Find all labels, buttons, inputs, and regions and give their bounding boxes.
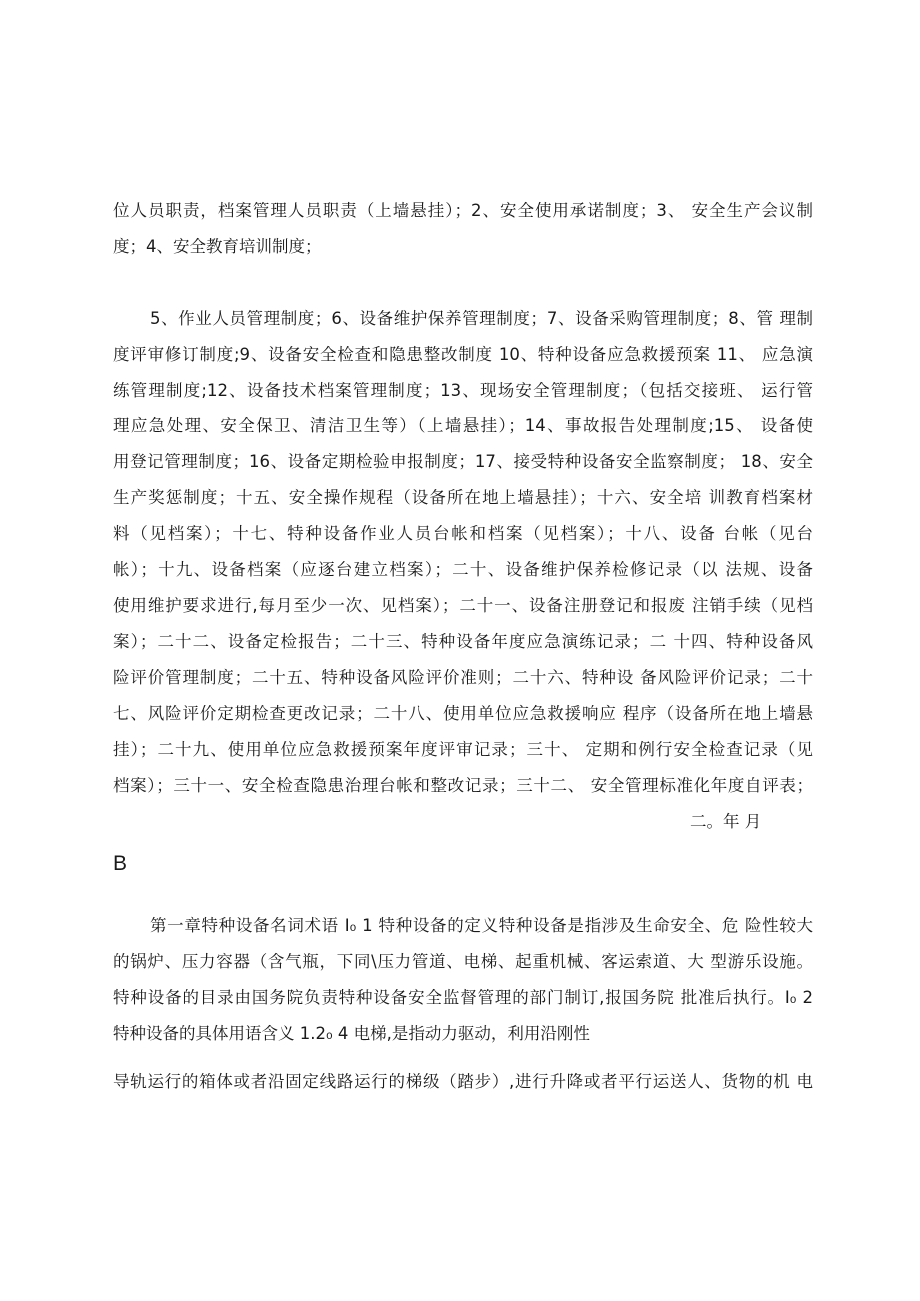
text-line: 特种设备的具体用语含义 1.2₀ 4 电梯,是指动力驱动，利用沿刚性 (113, 1024, 590, 1043)
text-line: 度评审修订制度;9、设备安全检查和隐患整改制度 10、特种设备应急救援预案 11、 应急演 (113, 345, 813, 364)
text-line: 的锅炉、压力容器（含气瓶，下同\压力管道、电梯、起重机械、客运索道、大 型游乐设施。 (113, 952, 813, 971)
text-line: 导轨运行的箱体或者沿固定线路运行的梯级（踏步）,进行升降或者平行运送人、货物的机 电 (113, 1072, 813, 1091)
text-line: 案）；二十二、设备定检报告；二十三、特种设备年度应急演练记录；二 十四、特种设备风 (113, 632, 813, 651)
text-line: 理应急处理、安全保卫、清洁卫生等）（上墙悬挂）；14、事故报告处理制度;15、 设备使 (113, 416, 813, 435)
text-line: 用登记管理制度；16、设备定期检验申报制度；17、接受特种设备安全监察制度； 18、安全 (113, 452, 813, 471)
text-line: 险评价管理制度；二十五、特种设备风险评价准则；二十六、特种设 备风险评价记录；二十 (113, 668, 813, 687)
text-line: 料（见档案）；十七、特种设备作业人员台帐和档案（见档案）；十八、设备 台帐（见台 (113, 524, 813, 543)
text-line: 七、风险评价定期检查更改记录；二十八、使用单位应急救援响应 程序（设备所在地上墙悬 (113, 704, 813, 723)
section-heading: B (113, 852, 128, 875)
text-line: 练管理制度;12、设备技术档案管理制度；13、现场安全管理制度；（包括交接班、 运行管 (113, 381, 813, 400)
text-line: 第一章特种设备名词术语 I₀ 1 特种设备的定义特种设备是指涉及生命安全、危 险性较大 (150, 916, 813, 935)
text-line: 特种设备的目录由国务院负责特种设备安全监督管理的部门制订,报国务院 批准后执行。I₀ 2 (113, 988, 813, 1007)
text-line: 挂）；二十九、使用单位应急救援预案年度评审记录；三十、 定期和例行安全检查记录（见 (113, 740, 813, 759)
text-line: 档案）；三十一、安全检查隐患治理台帐和整改记录；三十二、 安全管理标准化年度自评表； (113, 776, 813, 795)
text-line: 使用维护要求进行,每月至少一次、见档案）；二十一、设备注册登记和报废 注销手续（见档 (113, 596, 813, 615)
date-line: 二。年 月 (690, 812, 762, 831)
text-line: 5、作业人员管理制度；6、设备维护保养管理制度；7、设备采购管理制度；8、管 理制 (150, 309, 813, 328)
text-line: 生产奖惩制度；十五、安全操作规程（设备所在地上墙悬挂）；十六、安全培 训教育档案材 (113, 488, 813, 507)
text-line: 度；4、安全教育培训制度； (113, 237, 322, 256)
text-line: 位人员职责，档案管理人员职责（上墙悬挂）；2、安全使用承诺制度；3、 安全生产会议制 (113, 201, 813, 220)
text-line: 帐）；十九、设备档案（应逐台建立档案）；二十、设备维护保养检修记录（以 法规、设备 (113, 560, 813, 579)
